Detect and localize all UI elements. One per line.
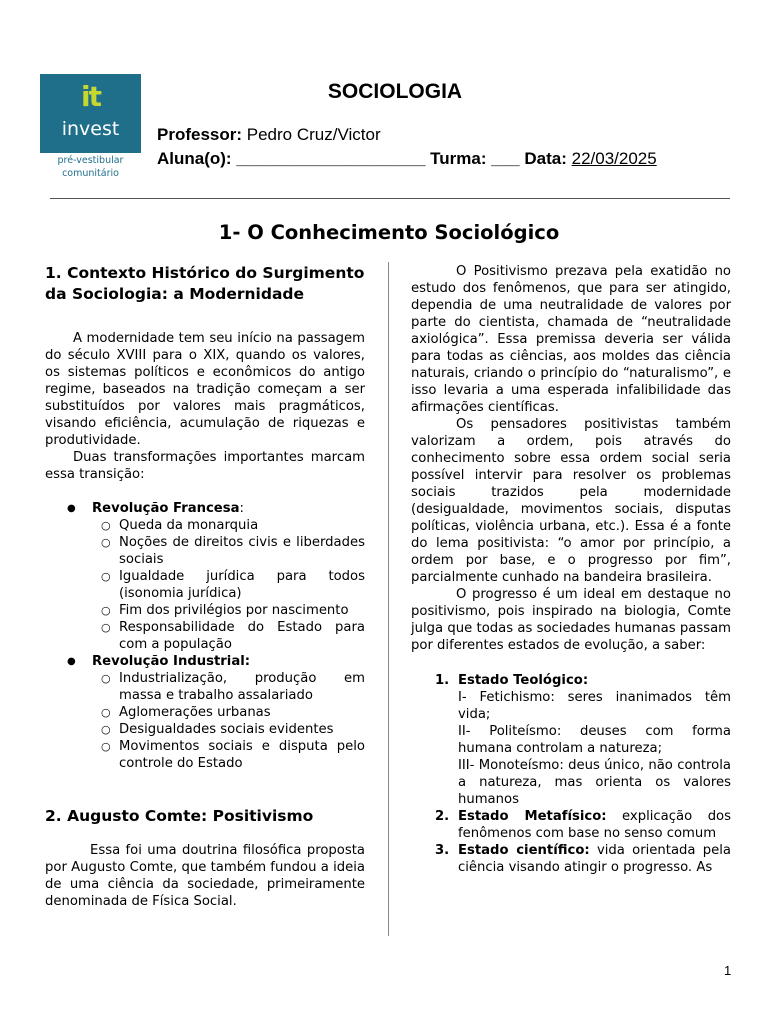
left-column bbox=[45, 263, 365, 910]
logo-tagline-1: pré-vestibular bbox=[57, 155, 124, 166]
revolution-industrial-label: Revolução Industrial: bbox=[92, 654, 251, 669]
list-item bbox=[45, 500, 365, 653]
revolution-french-colon: : bbox=[239, 501, 244, 516]
subject-title: SOCIOLOGIA bbox=[327, 80, 463, 103]
left-paragraph-2: Duas transformações importantes marcam essa transição: bbox=[45, 450, 365, 482]
list-item: ○ Responsabilidade do Estado para com a população bbox=[92, 619, 365, 653]
list-item: ○ Queda da monarquia bbox=[92, 517, 365, 534]
column-divider bbox=[388, 262, 389, 936]
list-item: ○ Noções de direitos civis e liberdades sociais bbox=[92, 534, 365, 568]
student-label: Aluna(o): bbox=[157, 149, 232, 168]
logo-mark: it bbox=[81, 80, 100, 113]
industrial-items bbox=[92, 670, 365, 772]
date-value: 22/03/2025 bbox=[571, 149, 657, 168]
list-item: ○ Aglomerações urbanas bbox=[92, 704, 365, 721]
logo-word: invest bbox=[61, 118, 120, 140]
list-item bbox=[411, 842, 731, 876]
left-paragraph-3: Essa foi uma doutrina filosófica proposta por Augusto Comte, que também fundou a ideia de uma ciência da sociedade, primeiramente denominada de Física Social. bbox=[45, 843, 365, 909]
stage-label: Estado Teológico: bbox=[458, 673, 589, 688]
stage-number: 1. bbox=[435, 673, 450, 688]
french-items bbox=[92, 517, 365, 653]
list-item bbox=[45, 653, 365, 772]
class-blank[interactable]: ___ bbox=[491, 149, 520, 168]
header-divider bbox=[50, 198, 730, 199]
professor-line bbox=[157, 125, 381, 145]
date-label: Data: bbox=[524, 149, 567, 168]
student-line bbox=[157, 149, 657, 169]
revolution-french-label: Revolução Francesa bbox=[92, 501, 240, 516]
stage-label: Estado científico: bbox=[458, 843, 590, 858]
student-blank[interactable]: ____________________ bbox=[236, 149, 426, 168]
list-item: ○ Igualdade jurídica para todos (isonomia jurídica) bbox=[92, 568, 365, 602]
right-paragraph-1: O Positivismo prezava pela exatidão no estudo dos fenômenos, que para ser atingido, dependia de uma neutralidade de valores por parte do cientista, chamada de “neutralidade axiológica”. Essa premissa deveria ser válida para todas as ciências, aos moldes das ciência naturais, criando o princípio do “naturalismo”, e isso levaria a uma esperada infalibilidade das afirmações científicas. bbox=[411, 264, 731, 415]
list-item: ○ Industrialização, produção em massa e trabalho assalariado bbox=[92, 670, 365, 704]
class-label: Turma: bbox=[430, 149, 487, 168]
stage-number: 3. bbox=[435, 843, 450, 858]
professor-name: Pedro Cruz/Victor bbox=[246, 125, 381, 144]
stage-text: vida orientada pela ciência visando atingir o progresso. As bbox=[458, 843, 731, 875]
list-item: ○ Movimentos sociais e disputa pelo controle do Estado bbox=[92, 738, 365, 772]
list-item: ○ Fim dos privilégios por nascimento bbox=[92, 602, 365, 619]
stage-label: Estado Metafísico: bbox=[458, 809, 607, 824]
stages-list bbox=[411, 672, 731, 876]
stage-text: explicação dos fenômenos com base no senso comum bbox=[458, 809, 731, 841]
revolutions-list bbox=[45, 500, 365, 772]
left-paragraph-1: A modernidade tem seu início na passagem do século XVIII para o XIX, quando os valores, os sistemas políticos e econômicos do antigo regime, baseados na tradição começam a ser substituídos por valores mais pragmáticos, visando eficiência, acumulação de riquezas e produtividade. bbox=[45, 331, 365, 448]
page-title: 1- O Conhecimento Sociológico bbox=[218, 221, 560, 244]
page-number: 1 bbox=[724, 963, 732, 978]
logo-tagline-2: comunitário bbox=[62, 168, 119, 179]
stage-sub-item: II- Politeísmo: deuses com forma humana controlam a natureza; bbox=[458, 724, 731, 756]
list-item: ○ Desigualdades sociais evidentes bbox=[92, 721, 365, 738]
list-item bbox=[411, 672, 731, 808]
stage-sub-item: III- Monoteísmo: deus único, não controla a natureza, mas orienta os valores humanos bbox=[458, 758, 731, 807]
stage-number: 2. bbox=[435, 809, 450, 824]
section1-title: 1. Contexto Histórico do Surgimento da Sociologia: a Modernidade bbox=[45, 264, 365, 303]
stage-sub-item: I- Fetichismo: seres inanimados têm vida; bbox=[458, 690, 731, 722]
right-column bbox=[411, 263, 731, 876]
professor-label: Professor: bbox=[157, 125, 243, 144]
right-paragraph-2: Os pensadores positivistas também valorizam a ordem, pois através do conhecimento sobre essa ordem social seria possível intervir para resolver os problemas sociais trazidos pela modernidade (desigualdade, movimentos sociais, disputas políticas, violência urbana, etc.). Essa é a fonte do lema positivista: “o amor por princípio, a ordem por base, e o progresso por fim”, parcialmente cunhado na bandeira brasileira. bbox=[411, 417, 731, 585]
list-item bbox=[411, 808, 731, 842]
section2-title: 2. Augusto Comte: Positivismo bbox=[45, 807, 314, 825]
right-paragraph-3: O progresso é um ideal em destaque no positivismo, pois inspirado na biologia, Comte julga que todas as sociedades humanas passam por diferentes estados de evolução, a saber: bbox=[411, 587, 731, 653]
